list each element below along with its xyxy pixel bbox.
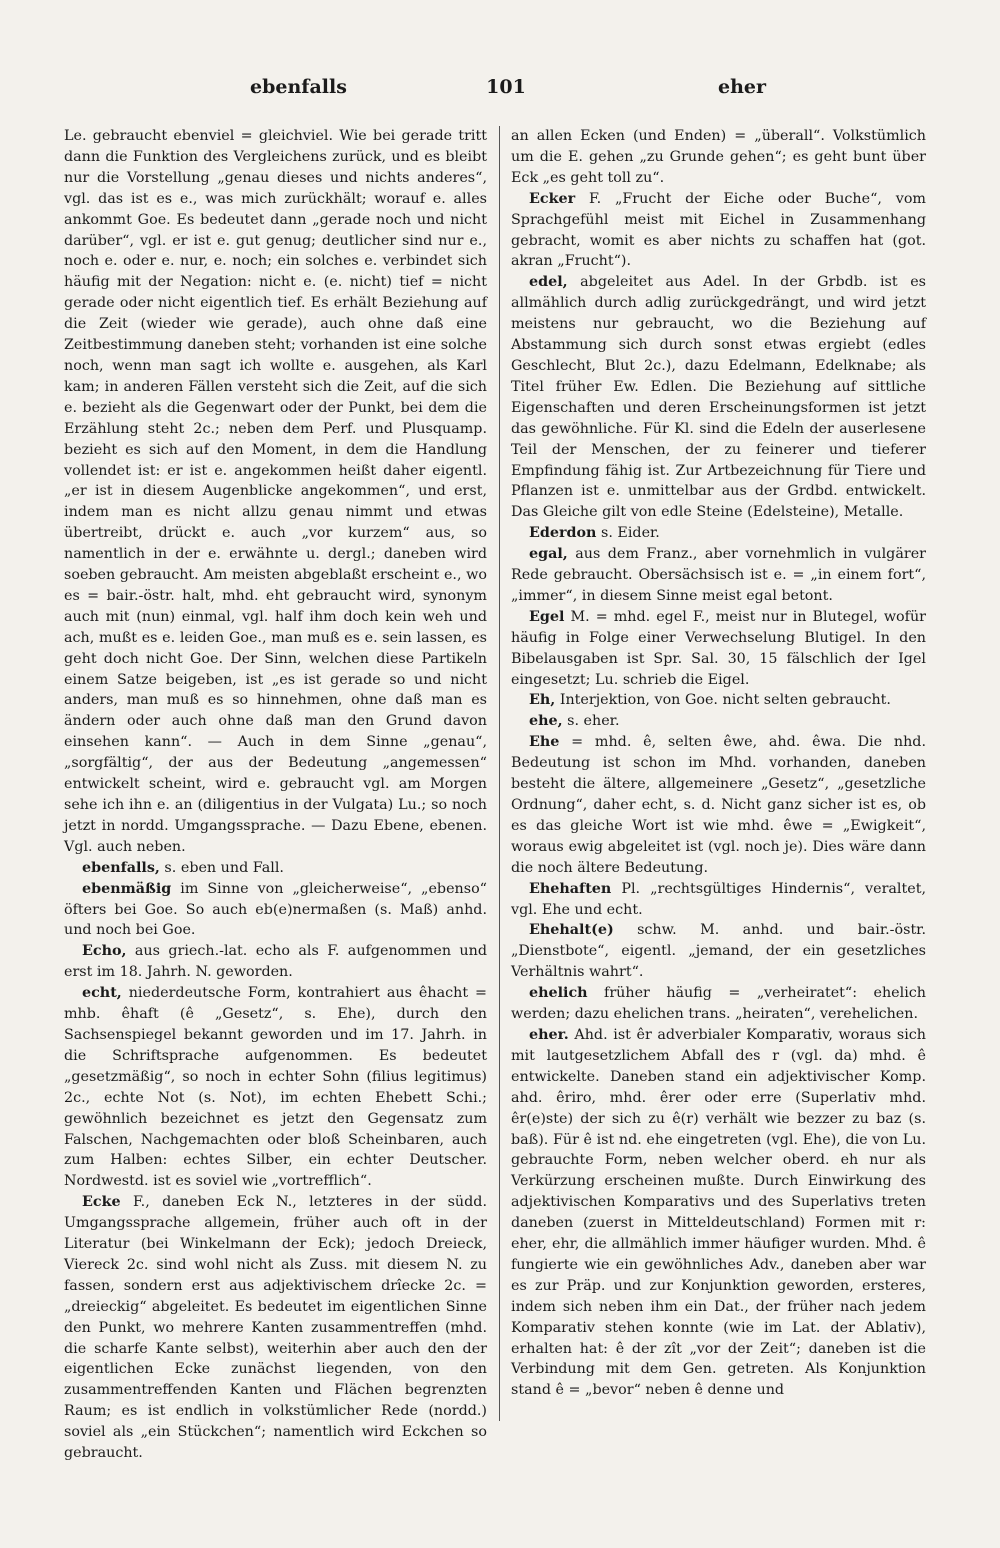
entry-text: an allen Ecken (und Enden) = „überall“. Volkstümlich um die E. gehen „zu Grunde gehen“; es geht bunt über Eck „es geht toll zu“. bbox=[511, 128, 926, 186]
entry-text: aus dem Franz., aber vornehmlich in vulgärer Rede gebraucht. Obersächsisch ist e. = „in einem fort“, „immer“, in diesem Sinne meist egal betont. bbox=[511, 546, 926, 604]
entry-headword: eher. bbox=[529, 1026, 569, 1043]
dictionary-entry bbox=[511, 1025, 926, 1401]
entry-text: aus griech.-lat. echo als F. aufgenommen und erst im 18. Jahrh. N. geworden. bbox=[64, 943, 487, 981]
entry-headword: egal, bbox=[529, 546, 568, 563]
entry-text: Interjektion, von Goe. nicht selten gebraucht. bbox=[555, 692, 891, 709]
entry-text: M. = mhd. egel F., meist nur in Blutegel, wofür häufig in Folge einer Verwechselung Blutigel. In den Bibelausgaben ist Spr. Sal. 30, 15 fälschlich der Igel eingesetzt; Lu. schrieb die Eigel. bbox=[511, 608, 926, 688]
dictionary-entry bbox=[511, 879, 926, 921]
entry-headword: Eh, bbox=[529, 692, 556, 709]
dictionary-entry bbox=[64, 1192, 487, 1464]
entry-headword: Ecker bbox=[529, 190, 576, 207]
entry-text: s. Eider. bbox=[596, 525, 660, 542]
dictionary-entry bbox=[511, 607, 926, 691]
dictionary-entry bbox=[64, 879, 487, 942]
entry-text: F. „Frucht der Eiche oder Buche“, vom Sprachgefühl meist mit Eichel in Zusammenhang gebracht, womit es aber nichts zu schaffen hat (got. akran „Frucht“). bbox=[511, 190, 926, 270]
entry-headword: Ehehaften bbox=[529, 880, 612, 897]
entry-text: niederdeutsche Form, kontrahiert aus êhacht = mhb. êhaft (ê „Gesetz“, s. Ehe), durch den Sachsenspiegel bekannt geworden und im 17. Jahrh. in die Schriftsprache aufgenommen. Es bedeutet „gesetzmäßig“, so noch in echter Sohn (filius legitimus) 2c., echte Not (s. Not), im echten Ehebett Schi.; gewöhnlich bezeichnet es jetzt den Gegensatz zum Falschen, Nachgemachten oder bloß Scheinbaren, auch zum Halben: echtes Silber, ein echter Deutscher. Nordwestd. ist es soviel wie „vortrefflich“. bbox=[64, 985, 487, 1190]
dictionary-entry bbox=[64, 983, 487, 1192]
running-head-right: eher bbox=[718, 76, 767, 98]
entry-headword: echt, bbox=[82, 985, 122, 1002]
entry-text: schw. M. anhd. und bair.-östr. „Dienstbote“, eigentl. „jemand, der ein gesetzliches Verhältnis wahrt“. bbox=[511, 922, 926, 981]
entry-headword: Ehehalt(e) bbox=[529, 922, 614, 939]
page-header bbox=[58, 76, 938, 106]
entry-text: früher häufig = „verheiratet“: ehelich werden; dazu ehelichen trans. „heiraten“, verehelichen. bbox=[511, 985, 926, 1023]
entry-headword: Ederdon bbox=[529, 525, 597, 542]
dictionary-entry bbox=[511, 690, 926, 711]
dictionary-entry bbox=[511, 523, 926, 544]
entry-headword: Egel bbox=[529, 608, 565, 625]
entry-text: Le. gebraucht ebenviel = gleichviel. Wie bei gerade tritt dann die Funktion des Vergleichens zurück, und es bleibt nur die Vorstellung „genau dieses und nichts anderes“, vgl. das ist es e., was mich zurückhält; worauf e. alles ankommt Goe. Es bedeutet dann „gerade noch und nicht darüber“, vgl. er ist e. gut genug; deutlicher sind nur e., noch e. oder e. nur, e. noch; ein solches e. verbindet sich häufig mit der Negation: nicht e. (e. nicht) tief = nicht gerade oder nicht eigentlich tief. Es erhält Beziehung auf die Zeit (wieder wie gerade), auch ohne daß eine Zeitbestimmung daneben steht; vorhanden ist eine solche noch, wenn man sagt ich wollte e. ausgehen, als Karl kam; in anderen Fällen versteht sich die Zeit, auf die sich e. bezieht als die Gegenwart oder der Punkt, bei dem die Erzählung steht 2c.; neben dem Perf. und Plusquamp. bezieht es sich auf den Moment, in dem die Handlung vollendet ist: er ist e. angekommen heißt daher eigentl. „er ist in diesem Augenblicke angekommen“, und erst, indem man es nicht allzu genau nimmt und etwas übertreibt, drückt e. auch „vor kurzem“ aus, so namentlich in der e. erwähnte u. dergl.; daneben wird soeben gebraucht. Am meisten abgeblaßt erscheint e., wo es = bair.-östr. halt, mhd. eht gebraucht wird, synonym auch mit (nun) einmal, vgl. half ihm doch kein weh und ach, mußt es e. leiden Goe., man muß es e. sein lassen, es geht doch nicht Goe. Der Sinn, welchen diese Partikeln einem Satze beigeben, ist „es ist gerade so und nicht anders, man muß es so hinnehmen, ohne daß man es ändern oder auch ohne daß man den Grund davon einsehen kann“. — Auch in dem Sinne „genau“, „sorgfältig“, der aus der Bedeutung „angemessen“ entwickelt scheint, wird e. gebraucht vgl. am Morgen sehe ich ihn e. an (diligentius in der Vulgata) Lu.; so noch jetzt in nordd. Umgangssprache. — Dazu Ebene, ebenen. Vgl. auch neben. bbox=[64, 128, 487, 855]
entry-continuation bbox=[511, 126, 926, 189]
dictionary-entry bbox=[511, 732, 926, 878]
dictionary-entry bbox=[64, 941, 487, 983]
dictionary-entry bbox=[511, 920, 926, 983]
dictionary-entry bbox=[511, 272, 926, 523]
entry-text: im Sinne von „gleicherweise“, „ebenso“ öfters bei Goe. So auch eb(e)nermaßen (s. Maß) anhd. und noch bei Goe. bbox=[64, 880, 487, 939]
dictionary-entry bbox=[64, 858, 487, 879]
dictionary-entry bbox=[511, 983, 926, 1025]
entry-headword: Echo, bbox=[82, 943, 127, 960]
entry-headword: Ehe bbox=[529, 734, 560, 751]
left-column bbox=[64, 126, 487, 1464]
column-divider bbox=[499, 126, 500, 1421]
entry-headword: ehelich bbox=[529, 985, 588, 1002]
entry-text: F., daneben Eck N., letzteres in der südd. Umgangssprache allgemein, früher auch oft in der Literatur (bei Winkelmann der Eck); jedoch Dreieck, Viereck 2c. sind wohl nicht als Zuss. mit diesem N. zu fassen, sondern erst aus adjektivischem drîecke 2c. = „dreieckig“ abgeleitet. Es bedeutet im eigentlichen Sinne den Punkt, wo mehrere Kanten zusammentreffen (mhd. die scharfe Kante selbst), weiterhin aber auch den der eigentlichen Ecke zunächst liegenden, von den zusammentreffenden Kanten und Flächen begrenzten Raum; es ist endlich in volkstümlicher Rede (nordd.) soviel als „ein Stückchen“; namentlich wird Eckchen so gebraucht. bbox=[64, 1194, 487, 1462]
entry-text: Pl. „rechtsgültiges Hindernis“, veraltet, vgl. Ehe und echt. bbox=[511, 880, 926, 918]
entry-text: s. eher. bbox=[562, 713, 620, 730]
dictionary-entry bbox=[511, 189, 926, 273]
page-number: 101 bbox=[486, 76, 526, 98]
dictionary-entry bbox=[511, 544, 926, 607]
entry-headword: Ecke bbox=[82, 1194, 121, 1211]
entry-headword: edel, bbox=[529, 274, 568, 291]
running-head-left: ebenfalls bbox=[250, 76, 347, 98]
entry-headword: ebenmäßig bbox=[82, 880, 172, 897]
entry-text: = mhd. ê, selten êwe, ahd. êwa. Die nhd. Bedeutung ist schon im Mhd. vorhanden, daneben besteht die ältere, allgemeinere „Gesetz“, „gesetzliche Ordnung“, daher echt, s. d. Nicht ganz sicher ist es, ob es das gleiche Wort ist wie mhd. êwe = „Ewigkeit“, woraus ewig abgeleitet ist (vgl. noch je). Dies wäre dann die noch ältere Bedeutung. bbox=[511, 734, 926, 876]
dictionary-entry bbox=[511, 711, 926, 732]
entry-text: Ahd. ist êr adverbialer Komparativ, woraus sich mit lautgesetzlichem Abfall des r (vgl. da) mhd. ê entwickelte. Daneben stand ein adjektivischer Komp. ahd. êriro, mhd. êrer oder erre (Superlativ mhd. êr(e)ste) der sich zu ê(r) verhält wie bezzer zu baz (s. baß). Für ê ist nd. ehe eingetreten (vgl. Ehe), die von Lu. gebrauchte Form, neben welcher oberd. eh nur als Verkürzung erscheinen mußte. Durch Einwirkung des adjektivischen Komparativs und des Superlativs treten daneben (zuerst in Mitteldeutschland) Formen mit r: eher, ehr, die allmählich immer häufiger wurden. Mhd. ê fungierte wie ein gewöhnliches Adv., daneben aber war es zur Präp. und zur Konjunktion geworden, ersteres, indem sich neben ihm ein Dat., der früher nach jedem Komparativ stehen konnte (wie im Lat. der Ablativ), erhalten hat: ê der zît „vor der Zeit“; daneben ist die Verbindung mit dem Gen. getreten. Als Konjunktion stand ê = „bevor“ neben ê denne und bbox=[511, 1026, 926, 1399]
right-column bbox=[511, 126, 926, 1401]
entry-text: abgeleitet aus Adel. In der Grbdb. ist es allmählich durch adlig zurückgedrängt, und wird jetzt meistens nur gebraucht, wo die Beziehung auf Abstammung sich durch sonst etwas ergiebt (edles Geschlecht, Blut 2c.), dazu Edelmann, Edelknabe; als Titel früher Ew. Edlen. Die Beziehung auf sittliche Eigenschaften und deren Erscheinungsformen ist jetzt das gewöhnliche. Für Kl. sind die Edeln der auserlesene Teil der Menschen, der zu feinerer und tieferer Empfindung fähig ist. Zur Artbezeichnung für Tiere und Pflanzen ist e. unmittelbar aus der Grdbd. entwickelt. Das Gleiche gilt von edle Steine (Edelsteine), Metalle. bbox=[511, 274, 926, 521]
entry-headword: ehe, bbox=[529, 713, 563, 730]
entry-headword: ebenfalls, bbox=[82, 859, 160, 876]
entry-text: s. eben und Fall. bbox=[159, 859, 284, 876]
entry-continuation bbox=[64, 126, 487, 858]
